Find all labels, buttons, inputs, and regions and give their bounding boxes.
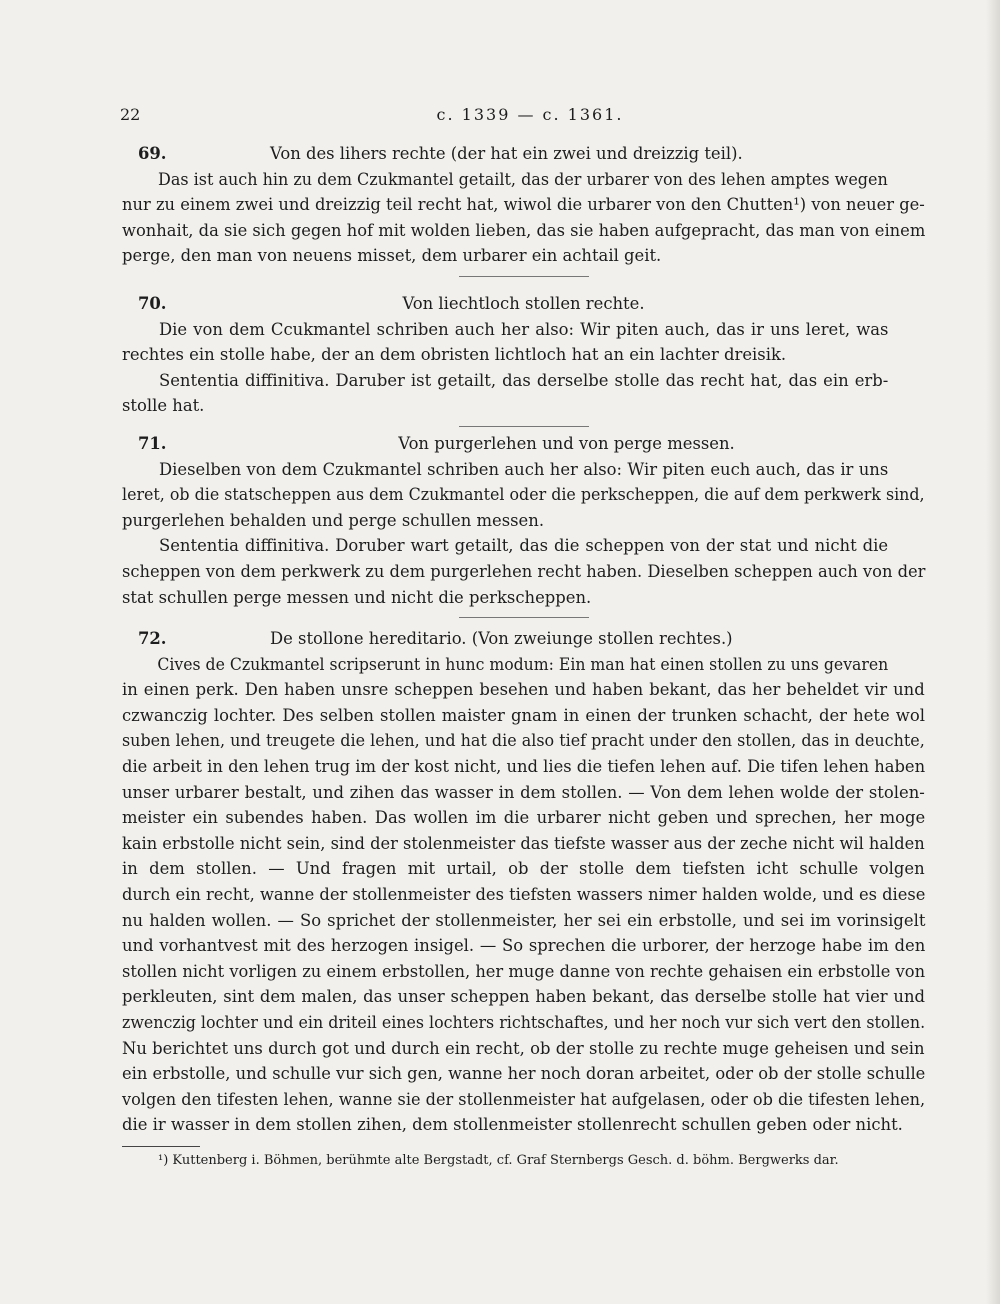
text-line: zwenczig lochter und ein driteil eines lochters richtschaftes, und her noch vur sich vert den stollen. (122, 1012, 926, 1032)
running-title: c. 1339 — c. 1361. (436, 105, 624, 124)
section-divider (459, 276, 589, 277)
section-title: Von purgerlehen und von perge messen. (398, 434, 735, 453)
text-line: perge, den man von neuens misset, dem urbarer ein achtail geit. (122, 246, 662, 266)
page-edge-shadow (986, 0, 1000, 1304)
section-heading (122, 626, 925, 652)
page-header (120, 105, 940, 129)
section-title: Von liechtloch stollen rechte. (402, 294, 645, 313)
footnote: ¹) Kuttenberg i. Böhmen, berühmte alte Bergstadt, cf. Graf Sternbergs Gesch. d. böhm. Bergwerks dar. (158, 1153, 839, 1168)
text-line: ein erbstolle, und schulle vur sich gen, wanne her noch doran arbeitet, oder ob der stolle schulle (122, 1064, 926, 1084)
section-70 (122, 291, 925, 433)
section-72 (122, 626, 925, 1138)
section-divider (459, 426, 589, 427)
footnote-rule (122, 1146, 200, 1147)
text-line: scheppen von dem perkwerk zu dem purgerlehen recht haben. Dieselben scheppen auch von der (122, 561, 926, 581)
text-line: wonhait, da sie sich gegen hof mit wolden lieben, das sie haben aufgepracht, das man von einem (122, 220, 926, 240)
section-69 (122, 141, 925, 283)
section-number: 72. (138, 629, 167, 648)
text-line: nur zu einem zwei und dreizzig teil recht hat, wiwol die urbarer von den Chutten¹) von neuer ge- (122, 195, 925, 215)
section-title: Von des lihers rechte (der hat ein zwei und dreizzig teil). (270, 144, 743, 163)
section-number: 69. (138, 144, 167, 163)
section-number: 71. (138, 434, 167, 453)
text-line: Dieselben von dem Czukmantel schriben auch her also: Wir piten euch auch, das ir uns (159, 459, 889, 479)
text-line: nu halden wollen. — So sprichet der stollenmeister, her sei ein erbstolle, und sei im vorinsigelt (122, 910, 926, 930)
page-number: 22 (120, 105, 141, 124)
text-line: die ir wasser in dem stollen zihen, dem stollenmeister stollenrecht schullen geben oder nicht. (122, 1115, 903, 1135)
text-line: die arbeit in den lehen trug im der kost nicht, und lies die tiefen lehen auf. Die tifen lehen haben (122, 756, 926, 776)
text-line: purgerlehen behalden und perge schullen messen. (122, 510, 545, 530)
text-line: stolle hat. (122, 396, 205, 416)
section-divider (459, 617, 589, 618)
text-line: unser urbarer bestalt, und zihen das wasser in dem stollen. — Von dem lehen wolde der stolen- (122, 782, 925, 802)
text-line: und vorhantvest mit des herzogen insigel. — So sprechen die urborer, der herzoge habe im den (122, 936, 926, 956)
section-number: 70. (138, 294, 167, 313)
text-line: Das ist auch hin zu dem Czukmantel getailt, das der urbarer von des lehen amptes wegen (158, 169, 888, 189)
section-heading (122, 291, 925, 317)
section-71 (122, 431, 925, 624)
text-line: kain erbstolle nicht sein, sind der stolenmeister das tiefste wasser aus der zeche nicht wil halden (122, 833, 925, 853)
text-line: perkleuten, sint dem malen, das unser scheppen haben bekant, das derselbe stolle hat vier und (122, 987, 925, 1007)
text-line: stollen nicht vorligen zu einem erbstollen, her muge danne von rechte gehaisen ein erbstolle von (122, 961, 926, 981)
text-line: rechtes ein stolle habe, der an dem obristen lichtloch hat an ein lachter dreisik. (122, 345, 787, 365)
text-line: suben lehen, und treugete die lehen, und hat die also tief pracht under den stollen, das in deuchte, (122, 731, 925, 751)
text-line: durch ein recht, wanne der stollenmeister des tiefsten wassers nimer halden wolde, und es diese (122, 884, 926, 904)
text-line: stat schullen perge messen und nicht die perkscheppen. (122, 587, 592, 607)
text-line: in dem stollen. — Und fragen mit urtail, ob der stolle dem tiefsten icht schulle volgen (122, 859, 925, 879)
text-line: Sententia diffinitiva. Daruber ist getailt, das derselbe stolle das recht hat, das ein erb- (159, 370, 889, 390)
section-title: De stollone hereditario. (Von zweiunge stollen rechtes.) (270, 629, 733, 648)
text-line: leret, ob die statscheppen aus dem Czukmantel oder die perkscheppen, die auf dem perkwerk sind, (122, 485, 925, 505)
text-line: Nu berichtet uns durch got und durch ein recht, ob der stolle zu rechte muge geheisen und sein (122, 1038, 925, 1058)
text-line: in einen perk. Den haben unsre scheppen besehen und haben bekant, das her beheldet vir und (122, 680, 925, 700)
text-line: Sententia diffinitiva. Doruber wart getailt, das die scheppen von der stat und nicht die (159, 536, 889, 556)
section-heading (122, 141, 925, 167)
text-line: Cives de Czukmantel scripserunt in hunc modum: Ein man hat einen stollen zu uns gevaren (157, 654, 889, 674)
text-line: Die von dem Ccukmantel schriben auch her also: Wir piten auch, das ir uns leret, was (159, 319, 889, 339)
text-line: meister ein subendes haben. Das wollen im die urbarer nicht geben und sprechen, her moge (122, 808, 926, 828)
text-line: czwanczig lochter. Des selben stollen maister gnam in einen der trunken schacht, der hete wol (122, 705, 925, 725)
text-line: volgen den tifesten lehen, wanne sie der stollenmeister hat aufgelasen, oder ob die tifesten lehen, (122, 1089, 926, 1109)
section-heading (122, 431, 925, 457)
